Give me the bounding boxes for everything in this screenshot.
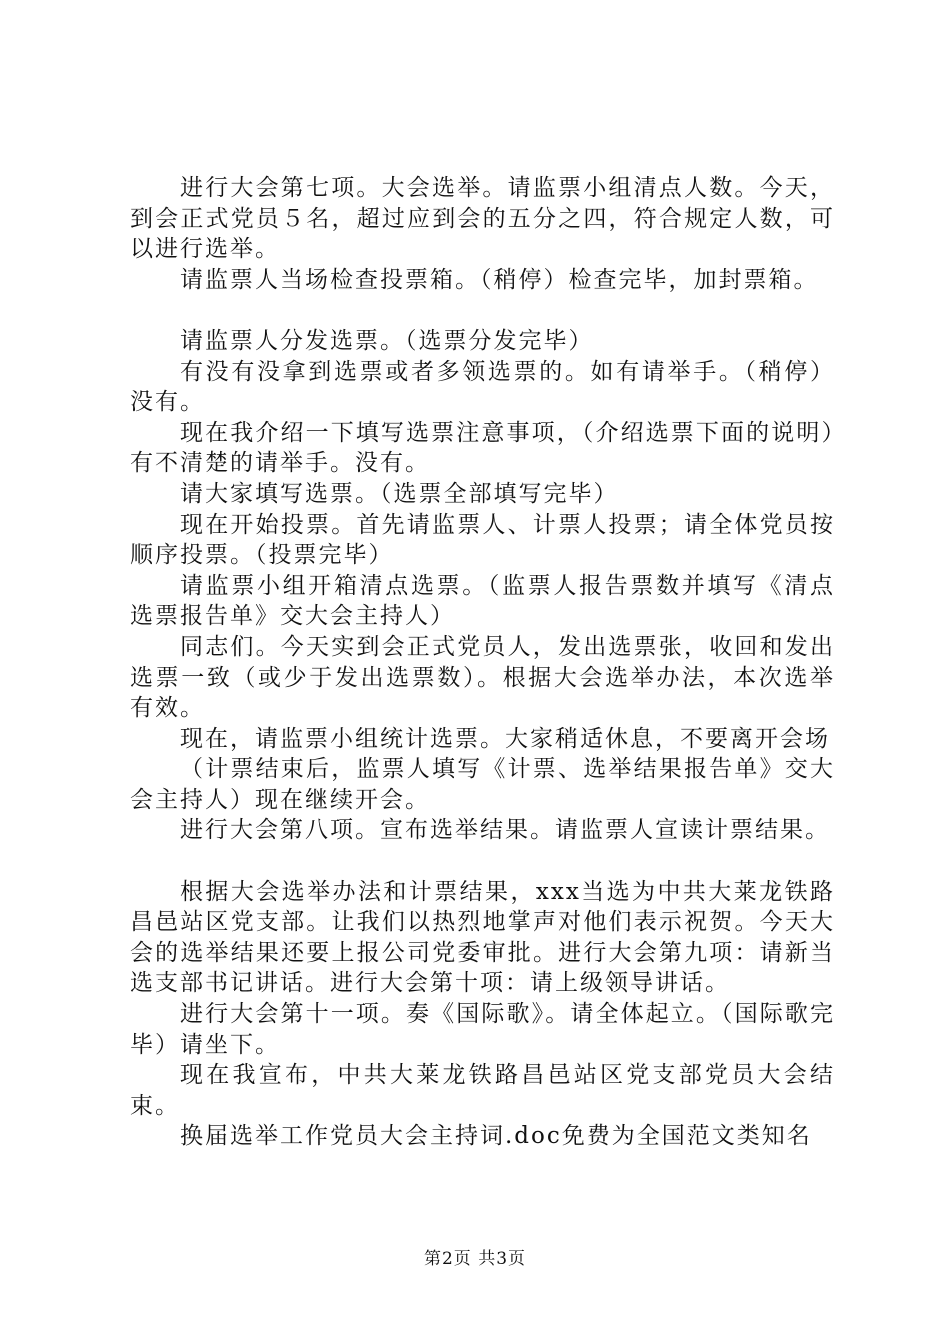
paragraph-item-7-election: 进行大会第七项。大会选举。请监票小组清点人数。今天，到会正式党员５名，超过应到会的五分之四，符合规定人数，可以进行选举。	[130, 175, 835, 263]
paragraph-check-ballot-box: 请监票人当场检查投票箱。（稍停）检查完毕，加封票箱。	[180, 266, 819, 293]
paragraph-election-valid: 同志们。今天实到会正式党员人，发出选票张，收回和发出选票一致（或少于发出选票数）。根据大会选举办法，本次选举有效。	[130, 633, 835, 722]
paragraph-missing-ballots: 有没有没拿到选票或者多领选票的。如有请举手。（稍停）没有。	[130, 358, 835, 416]
page-number: 第2页 共3页	[423, 1249, 527, 1269]
paragraph-start-voting: 现在开始投票。首先请监票人、计票人投票；请全体党员按顺序投票。（投票完毕）	[130, 511, 835, 569]
paragraph-fill-ballots: 请大家填写选票。（选票全部填写完毕）	[180, 480, 619, 507]
page-footer	[0, 1244, 950, 1269]
paragraph-meeting-close: 现在我宣布，中共大莱龙铁路昌邑站区党支部党员大会结束。	[130, 1062, 835, 1119]
paragraph-item-11-anthem: 进行大会第十一项。奏《国际歌》。请全体起立。（国际歌完毕）请坐下。	[130, 1001, 835, 1058]
paragraph-continue-meeting: （计票结束后，监票人填写《计票、选举结果报告单》交大会主持人）现在继续开会。	[130, 756, 835, 813]
document-body	[130, 173, 835, 1152]
paragraph-open-box: 请监票小组开箱清点选票。（监票人报告票数并填写《清点选票报告单》交大会主持人）	[130, 572, 835, 630]
paragraph-election-result: 根据大会选举办法和计票结果，xxx当选为中共大莱龙铁路昌邑站区党支部。让我们以热烈地掌声对他们表示祝贺。今天大会的选举结果还要上报公司党委审批。进行大会第九项：请新当选支部书记讲话。进行大会第十项：请上级领导讲话。	[130, 878, 835, 997]
paragraph-item-8-results: 进行大会第八项。宣布选举结果。请监票人宣读计票结果。	[180, 817, 830, 844]
paragraph-doc-title: 换届选举工作党员大会主持词.doc免费为全国范文类知名	[180, 1123, 812, 1150]
paragraph-distribute-ballots: 请监票人分发选票。（选票分发完毕）	[180, 327, 594, 354]
paragraph-ballot-instructions: 现在我介绍一下填写选票注意事项，（介绍选票下面的说明）有不清楚的请举手。没有。	[130, 419, 835, 477]
paragraph-count-ballots: 现在，请监票小组统计选票。大家稍适休息，不要离开会场	[180, 725, 830, 752]
